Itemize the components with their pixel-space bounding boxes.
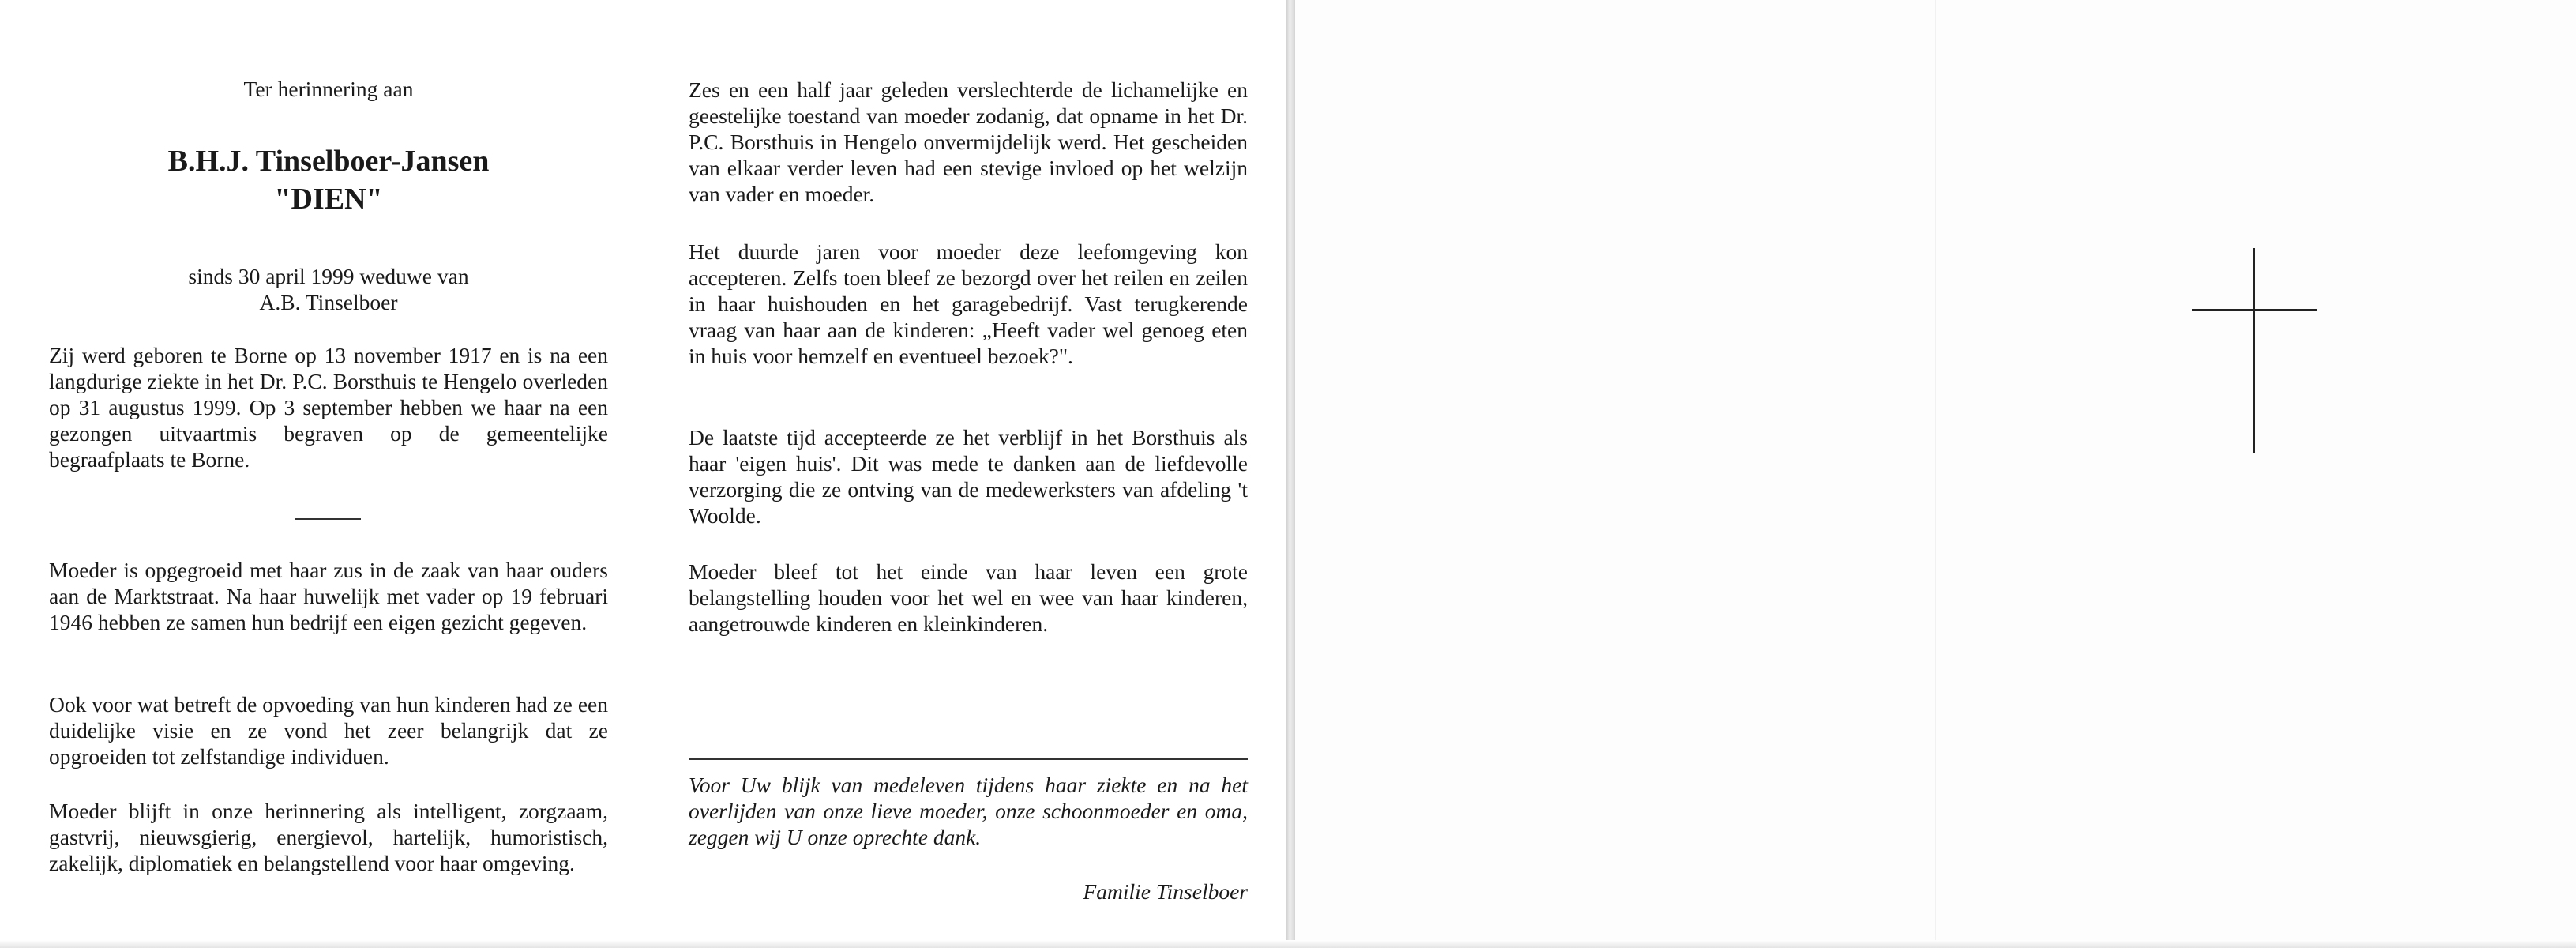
widow-info [49, 263, 608, 315]
acceptance-paragraph: Het duurde jaren voor moeder deze leefomgeving kon accepteren. Zelfs toen bleef ze bezorgd over het reilen en zeilen in haar huishouden en het garagebedrijf. Vast terugkerende vraag van haar aan de kinderen: „Heeft vader wel genoeg eten in huis voor hemzelf en eventueel bezoek?". [689, 239, 1248, 368]
interest-paragraph: Moeder bleef tot het einde van haar leven een grote belangstelling houden voor het wel en wee van haar kinderen, aangetrouwde kinderen en kleinkinderen. [689, 559, 1248, 636]
section-divider [295, 518, 361, 520]
widow-line-2: A.B. Tinselboer [259, 290, 398, 314]
card-fold-gap [1286, 0, 1295, 948]
thanks-text: Voor Uw blijk van medeleven tijdens haar ziekte en na het overlijden van onze lieve moeder, onze schoonmoeder en oma, zeggen wij U onze oprechte dank. [689, 773, 1248, 849]
thanks-divider [689, 758, 1248, 760]
cross-icon [2192, 248, 2317, 453]
decline-paragraph: Zes en een half jaar geleden verslechterde de lichamelijke en geestelijke toestand van moeder zodanig, dat opname in het Dr. P.C. Borsthuis in Hengelo onvermijdelijk werd. Het gescheiden van elkaar verder leven had een stevige invloed op het welzijn van vader en moeder. [689, 77, 1248, 206]
upbringing-paragraph: Ook voor wat betreft de opvoeding van hun kinderen had ze een duidelijke visie en ze vond het zeer belangrijk dat ze opgroeiden tot zelfstandige individuen. [49, 692, 608, 769]
cover-fold-line [1935, 0, 1936, 948]
memorial-card-inner [0, 0, 1286, 948]
borsthuis-paragraph: De laatste tijd accepteerde ze het verblijf in het Borsthuis als haar 'eigen huis'. Dit was mede te danken aan de liefdevolle verzorging die ze ontving van de medewerksters van afdeling 't Woolde. [689, 425, 1248, 528]
memory-paragraph: Moeder blijft in onze herinnering als intelligent, zorgzaam, gastvrij, nieuwsgierig, energievol, hartelijk, humoristisch, zakelijk, diplomatiek en belangstellend voor haar omgeving. [49, 799, 608, 875]
deceased-name: B.H.J. Tinselboer-Jansen [167, 145, 490, 178]
business-paragraph: Moeder is opgegroeid met haar zus in de zaak van haar ouders aan de Marktstraat. Na haar huwelijk met vader op 19 februari 1946 hebben ze samen hun bedrijf een eigen gezicht gegeven. [49, 558, 608, 634]
birth-death-paragraph: Zij werd geboren te Borne op 13 november 1917 en is na een langdurige ziekte in het Dr. P.C. Borsthuis te Hengelo overleden op 31 augustus 1999. Op 3 september hebben we haar na een gezongen uitvaartmis begraven op de gemeentelijke begraafplaats te Borne. [49, 343, 608, 472]
paper-bottom-edge [0, 940, 2576, 948]
cross-horizontal-bar [2192, 309, 2317, 311]
intro-text: Ter herinnering aan [243, 77, 414, 101]
cross-vertical-bar [2253, 248, 2255, 453]
deceased-name-block [49, 142, 608, 218]
widow-line-1: sinds 30 april 1999 weduwe van [188, 264, 469, 288]
family-signature: Familie Tinselboer [1083, 879, 1248, 904]
deceased-nickname: "DIEN" [274, 182, 383, 216]
